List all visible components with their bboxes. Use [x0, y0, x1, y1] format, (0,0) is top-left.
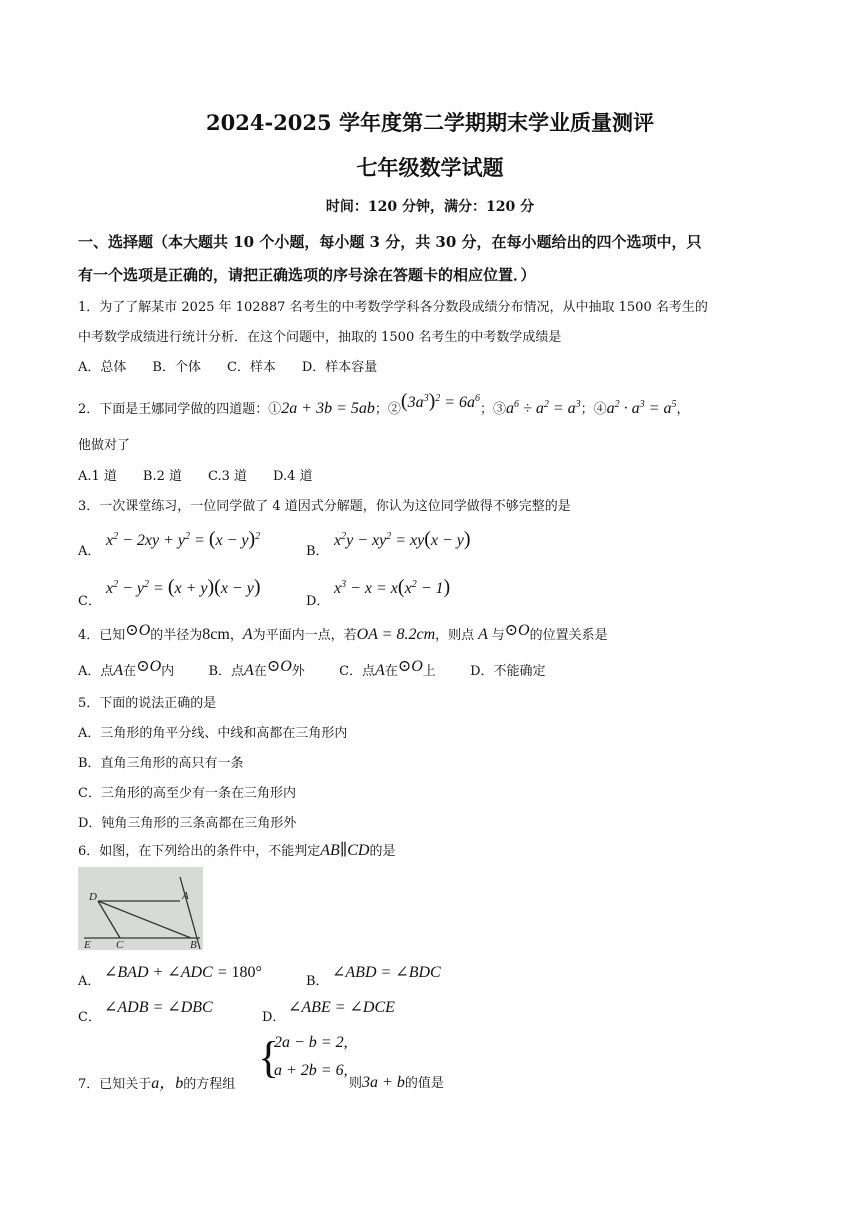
q6-stem	[78, 840, 395, 860]
q6-label-c: C．	[78, 1010, 101, 1025]
q4-text6: 与	[491, 628, 505, 643]
q6-option-a: ∠BAD + ∠ADC = 180°	[104, 964, 262, 981]
circle-o-symbol: ⊙O	[266, 658, 292, 675]
q3-label-a: A．	[78, 544, 101, 559]
q2-options: A.1 道 B.2 道 C.3 道 D.4 道	[78, 469, 313, 484]
q4-opt-c-post: 上	[422, 664, 436, 679]
q3-stem: 3．一次课堂练习，一位同学做了 4 道因式分解题，你认为这位同学做得不够完整的是	[78, 499, 571, 514]
q4-opt-a-post: 内	[161, 664, 175, 679]
q4-text7: 的位置关系是	[529, 628, 608, 643]
fig-label-a: A	[182, 890, 189, 902]
q4-opt-b-mid: 在	[253, 664, 267, 679]
q7-expression: 3a + b	[362, 1074, 405, 1091]
exam-title: 2024-2025 学年度第二学期期末学业质量测评	[206, 110, 654, 135]
q1-options: A．总体 B．个体 C．样本 D．样本容量	[78, 360, 378, 375]
q6-option-c: ∠ADB = ∠DBC	[104, 999, 213, 1016]
q3-option-b: $x^2y - xy^2 = xy(x - y)$	[334, 528, 471, 550]
exam-subject: 七年级数学试题	[356, 155, 504, 180]
q3-option-d: $x^3 - x = x(x^2 - 1)$	[334, 576, 451, 598]
q6-label-a: A．	[78, 974, 101, 989]
q7-text4: 的值是	[404, 1076, 444, 1091]
fig-label-b: B	[190, 939, 197, 950]
q4-opt-a-mid: 在	[123, 664, 137, 679]
q1-stem-line2: 中考数学成绩进行统计分析．在这个问题中，抽取的 1500 名考生的中考数学成绩是	[78, 330, 562, 345]
q5-option-d: D．钝角三角形的三条高都在三角形外	[78, 816, 297, 831]
q6-figure	[78, 867, 203, 950]
q4-text4: 为平面内一点，若	[252, 628, 357, 643]
point-a-symbol: A	[113, 662, 124, 679]
q2-stem-line2: 他做对了	[78, 438, 131, 453]
q2-eq2: $(3a^3)^2 = 6a^6$	[400, 390, 481, 412]
q4-opt-d: D．不能确定	[470, 664, 546, 679]
q7-text1: 7．已知关于	[78, 1077, 152, 1092]
q6-label-b: B．	[306, 974, 329, 989]
q6-geometry-diagram	[78, 867, 203, 950]
fig-label-d: D	[89, 891, 97, 903]
q3-option-c: $x^2 - y^2 = (x + y)(x - y)$	[106, 576, 261, 598]
q5-option-b: B．直角三角形的高只有一条	[78, 756, 244, 771]
q5-stem: 5．下面的说法正确的是	[78, 696, 217, 711]
q2-prefix: 2．下面是王娜同学做的四道题：①	[78, 402, 282, 417]
time-score-info: 时间：120 分钟，满分：120 分	[325, 199, 535, 215]
circle-o-symbol: ⊙O	[125, 622, 151, 639]
q4-text2: 的半径为	[150, 628, 203, 643]
q4-text3: ，	[229, 628, 243, 643]
point-a-symbol: A	[375, 662, 385, 679]
system-brace: {	[258, 1033, 280, 1082]
q7-equation2: a + 2b = 6,	[274, 1062, 348, 1079]
q4-stem	[78, 624, 608, 644]
circle-o-symbol: ⊙O	[504, 622, 530, 639]
q4-options	[78, 660, 546, 680]
q2-sep4: ；④	[580, 402, 607, 417]
q4-radius: 8cm	[202, 626, 230, 643]
q4-opt-c-mid: 在	[384, 664, 398, 679]
q7-stem-post	[349, 1072, 444, 1092]
q7-text3: 则	[349, 1076, 363, 1091]
q6-label-d: D．	[262, 1010, 286, 1025]
q6-option-d: ∠ABE = ∠DCE	[288, 999, 395, 1016]
fig-label-e: E	[84, 939, 91, 950]
q7-text2: 的方程组	[183, 1077, 236, 1092]
point-a-symbol: A	[242, 626, 253, 643]
q4-text1: 4．已知	[78, 628, 126, 643]
q2-eq1: 2a + 3b = 5ab	[281, 400, 375, 417]
q6-parallel-expr: AB∥CD	[320, 842, 370, 859]
circle-o-symbol: ⊙O	[136, 658, 162, 675]
q2-eq3: $a^6 \div a^2 = a^3$	[506, 399, 581, 417]
q5-option-a: A．三角形的角平分线、中线和高都在三角形内	[78, 726, 348, 741]
q2-sep3: ；③	[480, 402, 507, 417]
q6-stem-pre: 6．如图，在下列给出的条件中，不能判定	[78, 844, 321, 859]
q3-label-c: C．	[78, 594, 101, 609]
q6-stem-post: 的是	[369, 844, 396, 859]
q3-label-d: D．	[306, 594, 330, 609]
section-heading-line2: 有一个选项是正确的，请把正确选项的序号涂在答题卡的相应位置．）	[78, 266, 536, 284]
q2-sep2: ；②	[374, 402, 401, 417]
point-a-symbol: A	[474, 626, 492, 643]
point-a-symbol: A	[244, 662, 254, 679]
q2-stem	[78, 390, 690, 419]
fig-label-c: C	[116, 939, 124, 950]
q2-end: ，	[676, 402, 690, 417]
q4-opt-b-post: 外	[291, 664, 305, 679]
q4-opt-c-pre: C．点	[339, 664, 376, 679]
section-heading-line1: 一、选择题（本大题共 10 个小题，每小题 3 分，共 30 分，在每小题给出的四个选项中，只	[78, 233, 702, 251]
q1-stem-line1: 1．为了了解某市 2025 年 102887 名考生的中考数学学科各分数段成绩分布情况，从中抽取 1500 名考生的	[78, 300, 708, 315]
q4-opt-a-pre: A．点	[78, 664, 114, 679]
q7-stem-pre	[78, 1070, 235, 1093]
q6-option-b: ∠ABD = ∠BDC	[332, 964, 441, 981]
q2-eq4: $a^2 \cdot a^3 = a^5$	[606, 399, 677, 417]
q4-opt-b-pre: B．点	[208, 664, 245, 679]
q4-oa-length: OA = 8.2cm	[356, 626, 436, 643]
q4-text5: ，则点	[435, 628, 475, 643]
circle-o-symbol: ⊙O	[397, 658, 423, 675]
q3-label-b: B．	[306, 544, 329, 559]
q5-option-c: C．三角形的高至少有一条在三角形内	[78, 786, 296, 801]
q7-variables: a，b	[151, 1075, 184, 1092]
q3-option-a: $x^2 - 2xy + y^2 = (x - y)^2$	[106, 528, 261, 550]
q7-equation1: 2a − b = 2,	[274, 1034, 348, 1051]
